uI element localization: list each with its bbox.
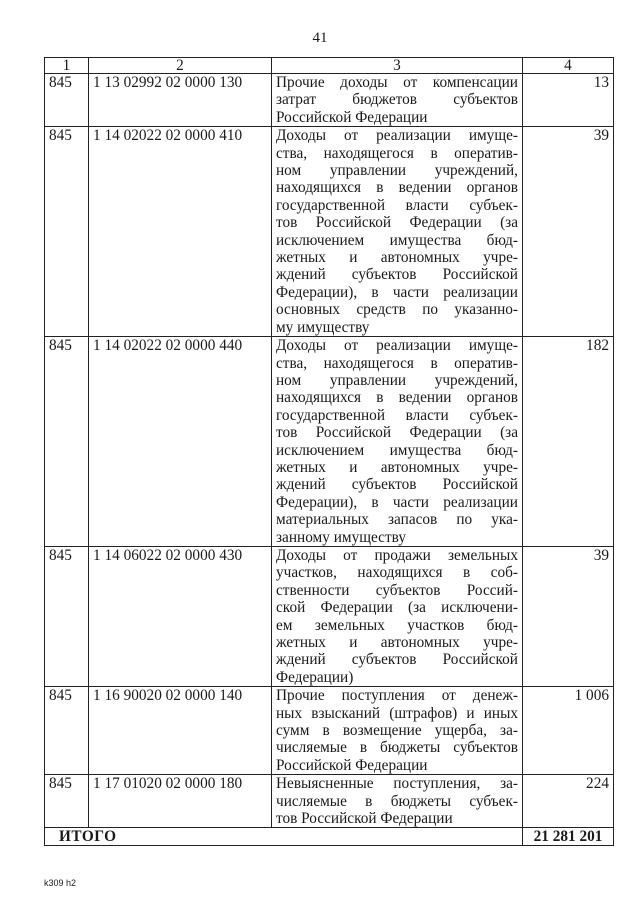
table-row bbox=[45, 687, 614, 775]
description-line: Федерации), в части реализации bbox=[276, 283, 518, 301]
revenue-description-cell bbox=[272, 337, 523, 547]
admin-code-cell: 845 bbox=[45, 337, 89, 547]
description-line: затрат бюджетов субъектов bbox=[276, 91, 518, 109]
budget-classification-code-cell: 1 16 90020 02 0000 140 bbox=[89, 687, 272, 775]
budget-classification-code-cell: 1 14 06022 02 0000 430 bbox=[89, 546, 272, 686]
description-line: Доходы от реализации имуще- bbox=[276, 337, 518, 355]
description-line: Федерации) bbox=[276, 668, 354, 686]
description-line: государственной власти субъек- bbox=[276, 406, 518, 424]
table-row bbox=[45, 127, 614, 337]
revenue-description-cell bbox=[272, 127, 523, 337]
admin-code-cell: 845 bbox=[45, 687, 89, 775]
budget-classification-code-cell: 1 14 02022 02 0000 440 bbox=[89, 337, 272, 547]
description-line: ждений субъектов Российской bbox=[276, 266, 518, 284]
description-line: ждений субъектов Российской bbox=[276, 476, 518, 494]
description-line: участков, находящихся в соб- bbox=[276, 564, 518, 582]
description-line: Доходы от продажи земельных bbox=[276, 546, 518, 564]
header-cell-1: 1 bbox=[45, 58, 89, 74]
admin-code-cell: 845 bbox=[45, 775, 89, 828]
description-line: Российской Федерации bbox=[276, 756, 428, 774]
description-line: ем земельных участков бюд- bbox=[276, 616, 518, 634]
description-line: исключением имущества бюд- bbox=[276, 231, 518, 249]
table-row bbox=[45, 546, 614, 686]
total-row bbox=[45, 828, 614, 846]
header-cell-3: 3 bbox=[272, 58, 523, 74]
revenue-description-cell bbox=[272, 687, 523, 775]
amount-cell: 224 bbox=[523, 775, 614, 828]
revenue-description-cell bbox=[272, 546, 523, 686]
description-line: ном управлении учреждений, bbox=[276, 162, 518, 180]
amount-cell: 182 bbox=[523, 337, 614, 547]
description-line: ства, находящегося в оператив- bbox=[276, 354, 518, 372]
document-footer-code: k309 h2 bbox=[44, 878, 77, 888]
header-cell-4: 4 bbox=[523, 58, 614, 74]
description-line: сумм в возмещение ущерба, за- bbox=[276, 722, 518, 740]
description-line: Невыясненные поступления, за- bbox=[276, 775, 518, 793]
description-line: Федерации), в части реализации bbox=[276, 493, 518, 511]
description-line: тов Российской Федерации (за bbox=[276, 424, 518, 442]
admin-code-cell: 845 bbox=[45, 546, 89, 686]
description-line: ства, находящегося в оператив- bbox=[276, 144, 518, 162]
description-line: Прочие доходы от компенсации bbox=[276, 74, 518, 91]
budget-classification-code-cell: 1 17 01020 02 0000 180 bbox=[89, 775, 272, 828]
table-row bbox=[45, 74, 614, 127]
description-line: ской Федерации (за исключени- bbox=[276, 599, 518, 617]
amount-cell: 13 bbox=[523, 74, 614, 127]
description-line: му имуществу bbox=[276, 318, 370, 336]
header-cell-2: 2 bbox=[89, 58, 272, 74]
budget-classification-code-cell: 1 13 02992 02 0000 130 bbox=[89, 74, 272, 127]
description-line: Прочие поступления от денеж- bbox=[276, 687, 518, 705]
page-number: 41 bbox=[312, 30, 328, 46]
budget-classification-code-cell: 1 14 02022 02 0000 410 bbox=[89, 127, 272, 337]
revenue-description-cell bbox=[272, 74, 523, 127]
description-line: Доходы от реализации имуще- bbox=[276, 127, 518, 145]
amount-cell: 39 bbox=[523, 546, 614, 686]
description-line: исключением имущества бюд- bbox=[276, 441, 518, 459]
table-row bbox=[45, 337, 614, 547]
description-line: материальных запасов по ука- bbox=[276, 511, 518, 529]
description-line: жетных и автономных учре- bbox=[276, 458, 518, 476]
description-line: находящихся в ведении органов bbox=[276, 389, 518, 407]
admin-code-cell: 845 bbox=[45, 127, 89, 337]
total-amount: 21 281 201 bbox=[523, 828, 614, 846]
table-body bbox=[45, 74, 614, 846]
description-line: государственной власти субъек- bbox=[276, 196, 518, 214]
description-line: тов Российской Федерации bbox=[276, 810, 453, 828]
amount-cell: 39 bbox=[523, 127, 614, 337]
amount-cell: 1 006 bbox=[523, 687, 614, 775]
description-line: ных взысканий (штрафов) и иных bbox=[276, 704, 518, 722]
revenue-description-cell bbox=[272, 775, 523, 828]
description-line: числяемые в бюджеты субъектов bbox=[276, 739, 518, 757]
description-line: жетных и автономных учре- bbox=[276, 249, 518, 267]
description-line: ственности субъектов Россий- bbox=[276, 581, 518, 599]
description-line: жетных и автономных учре- bbox=[276, 634, 518, 651]
description-line: ждений субъектов Российской bbox=[276, 651, 518, 669]
description-line: основных средств по указанно- bbox=[276, 301, 518, 319]
description-line: занному имуществу bbox=[276, 528, 407, 546]
description-line: ном управлении учреждений, bbox=[276, 371, 518, 389]
description-line: тов Российской Федерации (за bbox=[276, 214, 518, 232]
revenue-table bbox=[44, 57, 614, 846]
description-line: Российской Федерации bbox=[276, 108, 428, 126]
admin-code-cell: 845 bbox=[45, 74, 89, 127]
table-row bbox=[45, 775, 614, 828]
description-line: числяемые в бюджеты субъек- bbox=[276, 792, 518, 810]
table-header-row bbox=[45, 58, 614, 74]
total-label: ИТОГО bbox=[45, 828, 523, 846]
description-line: находящихся в ведении органов bbox=[276, 179, 518, 197]
